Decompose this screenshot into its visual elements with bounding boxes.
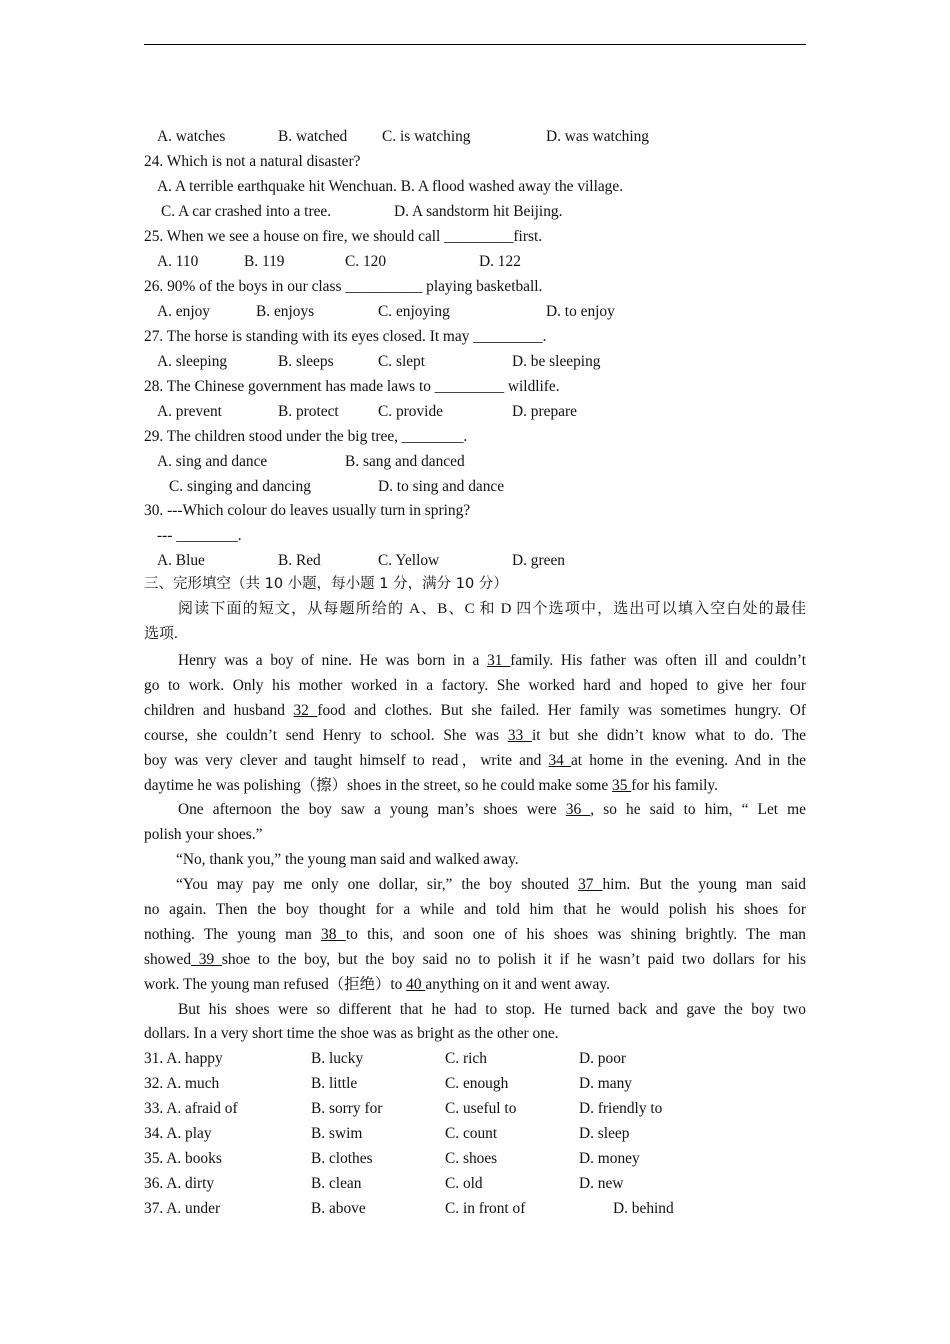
cloze-option-d: D. behind — [613, 1200, 674, 1217]
cloze-option-a: 33. A. afraid of — [144, 1100, 238, 1117]
q29-option-a: A. sing and dance — [157, 453, 268, 470]
passage-p1-line6 — [144, 776, 806, 795]
q30-answer-blank: --- ________. — [157, 527, 242, 544]
q30-option-b: B. Red — [278, 552, 321, 569]
cloze-option-b: B. sorry for — [311, 1100, 383, 1117]
blank-34: 34 — [548, 752, 571, 769]
q30-option-c: C. Yellow — [378, 552, 440, 569]
cloze-option-d: D. friendly to — [579, 1100, 663, 1117]
q25-option-c: C. 120 — [345, 253, 387, 270]
passage-p4-line2: no again. Then the boy thought for a while and told him that he would polish his shoes for — [144, 901, 806, 918]
cloze-option-c: C. useful to — [445, 1100, 517, 1117]
q30-stem: 30. ---Which colour do leaves usually turn in spring? — [144, 502, 471, 519]
passage-text: for his family. — [631, 777, 718, 794]
q29-stem: 29. The children stood under the big tree, ________. — [144, 428, 468, 445]
section3-heading: 三、完形填空（共 10 小题，每小题 1 分，满分 10 分） — [144, 576, 508, 592]
blank-35: 35 — [612, 777, 632, 794]
passage-text: , so he said to him, “ Let me — [590, 801, 806, 818]
cloze-option-b: B. clothes — [311, 1150, 373, 1167]
passage-p5-line1: But his shoes were so different that he had to stop. He turned back and gave the boy two — [178, 1001, 806, 1018]
cloze-option-c: C. count — [445, 1125, 498, 1142]
q24-stem: 24. Which is not a natural disaster? — [144, 153, 361, 170]
blank-38: 38 — [321, 926, 346, 943]
q29-option-d: D. to sing and dance — [378, 478, 505, 495]
blank-37: 37 — [578, 876, 603, 893]
passage-p4-line3 — [144, 925, 806, 944]
passage-p1-line2: go to work. Only his mother worked in a factory. She worked hard and hoped to give her four — [144, 677, 806, 694]
passage-text: nothing. The young man — [144, 926, 322, 943]
passage-p1-line1 — [178, 651, 806, 670]
q25-stem: 25. When we see a house on fire, we should call _________first. — [144, 228, 543, 245]
passage-text: family. His father was often ill and couldn’t — [510, 652, 806, 669]
cloze-option-b: B. clean — [311, 1175, 362, 1192]
blank-36: 36 — [565, 801, 591, 818]
q26-option-d: D. to enjoy — [546, 303, 615, 320]
blank-39: 39 — [191, 951, 222, 968]
q28-stem: 28. The Chinese government has made laws to _________ wildlife. — [144, 378, 560, 395]
q29-option-b: B. sang and danced — [345, 453, 465, 470]
cloze-option-d: D. new — [579, 1175, 624, 1192]
cloze-option-b: B. lucky — [311, 1050, 364, 1067]
passage-p4-line5 — [144, 975, 806, 994]
header-rule — [144, 44, 806, 45]
q28-option-b: B. protect — [278, 403, 339, 420]
cloze-option-c: C. shoes — [445, 1150, 498, 1167]
cloze-option-d: D. poor — [579, 1050, 627, 1067]
q23-option-a: A. watches — [157, 128, 226, 145]
cloze-option-c: C. in front of — [445, 1200, 526, 1217]
cloze-option-a: 34. A. play — [144, 1125, 212, 1142]
passage-text: “You may pay me only one dollar, sir,” the boy shouted — [176, 876, 579, 893]
passage-p2-line2: polish your shoes.” — [144, 826, 263, 843]
passage-text: course, she couldn’t send Henry to school. She was — [144, 727, 508, 744]
cloze-option-b: B. little — [311, 1075, 358, 1092]
blank-33: 33 — [507, 727, 532, 744]
q26-option-a: A. enjoy — [157, 303, 211, 320]
passage-p5-line2: dollars. In a very short time the shoe was as bright as the other one. — [144, 1025, 559, 1042]
q24-option-c: C. A car crashed into a tree. — [161, 203, 332, 220]
q23-option-d: D. was watching — [546, 128, 650, 145]
q30-option-a: A. Blue — [157, 552, 205, 569]
blank-40: 40 — [406, 976, 426, 993]
cloze-option-a: 32. A. much — [144, 1075, 220, 1092]
cloze-option-a: 35. A. books — [144, 1150, 222, 1167]
cloze-option-d: D. many — [579, 1075, 633, 1092]
q28-option-c: C. provide — [378, 403, 443, 420]
passage-p3: “No, thank you,” the young man said and walked away. — [176, 851, 519, 868]
section3-instruction-line1: 阅读下面的短文，从每题所给的 A、B、C 和 D 四个选项中，选出可以填入空白处的最佳 — [178, 601, 806, 617]
passage-text: anything on it and went away. — [425, 976, 610, 993]
passage-text: boy was very clever and taught himself to read，write and — [144, 752, 549, 769]
passage-text: it but she didn’t know what to do. The — [531, 727, 806, 744]
passage-text: showed — [144, 951, 192, 968]
passage-text: children and husband — [144, 702, 294, 719]
passage-text: at home in the evening. And in the — [570, 752, 806, 769]
q26-option-b: B. enjoys — [256, 303, 315, 320]
passage-text: One afternoon the boy saw a young man’s shoes were — [178, 801, 566, 818]
q27-option-b: B. sleeps — [278, 353, 334, 370]
passage-p4-line1 — [176, 875, 806, 894]
q25-option-d: D. 122 — [479, 253, 521, 270]
passage-p1-line5 — [144, 751, 806, 770]
cloze-option-d: D. money — [579, 1150, 640, 1167]
section3-instruction — [178, 600, 806, 619]
q28-option-d: D. prepare — [512, 403, 577, 420]
q27-option-a: A. sleeping — [157, 353, 228, 370]
blank-32: 32 — [293, 702, 318, 719]
q27-option-d: D. be sleeping — [512, 353, 601, 370]
cloze-option-b: B. above — [311, 1200, 366, 1217]
passage-text: daytime he was polishing（擦）shoes in the street, so he could make some — [144, 777, 613, 794]
passage-p4-line4 — [144, 950, 806, 969]
q25-option-a: A. 110 — [157, 253, 199, 270]
passage-text: him. But the young man said — [602, 876, 807, 893]
q28-option-a: A. prevent — [157, 403, 222, 420]
cloze-option-a: 31. A. happy — [144, 1050, 223, 1067]
q26-stem: 26. 90% of the boys in our class __________ playing basketball. — [144, 278, 543, 295]
q24-option-d: D. A sandstorm hit Beijing. — [394, 203, 563, 220]
cloze-option-a: 36. A. dirty — [144, 1175, 215, 1192]
cloze-option-d: D. sleep — [579, 1125, 630, 1142]
q27-option-c: C. slept — [378, 353, 426, 370]
q23-option-b: B. watched — [278, 128, 348, 145]
q24-option-ab: A. A terrible earthquake hit Wenchuan. B. A flood washed away the village. — [157, 178, 624, 195]
q27-stem: 27. The horse is standing with its eyes closed. It may _________. — [144, 328, 547, 345]
cloze-option-c: C. old — [445, 1175, 483, 1192]
passage-text: food and clothes. But she failed. Her family was sometimes hungry. Of — [317, 702, 806, 719]
cloze-option-a: 37. A. under — [144, 1200, 221, 1217]
q29-option-c: C. singing and dancing — [169, 478, 311, 495]
passage-p1-line4 — [144, 726, 806, 745]
section3-instruction-line2: 选项. — [144, 626, 178, 642]
blank-31: 31 — [487, 652, 511, 669]
cloze-option-c: C. enough — [445, 1075, 509, 1092]
q25-option-b: B. 119 — [244, 253, 285, 270]
passage-p1-line3 — [144, 701, 806, 720]
passage-text: work. The young man refused（拒绝）to — [144, 976, 407, 993]
q26-option-c: C. enjoying — [378, 303, 450, 320]
cloze-option-c: C. rich — [445, 1050, 487, 1067]
cloze-option-b: B. swim — [311, 1125, 363, 1142]
passage-p2-line1 — [178, 800, 806, 819]
q23-option-c: C. is watching — [382, 128, 471, 145]
q30-option-d: D. green — [512, 552, 565, 569]
passage-text: to this, and soon one of his shoes was shining brightly. The man — [345, 926, 806, 943]
passage-text: shoe to the boy, but the boy said no to polish it if he wasn’t paid two dollars for his — [221, 951, 806, 968]
passage-text: Henry was a boy of nine. He was born in a — [178, 652, 488, 669]
